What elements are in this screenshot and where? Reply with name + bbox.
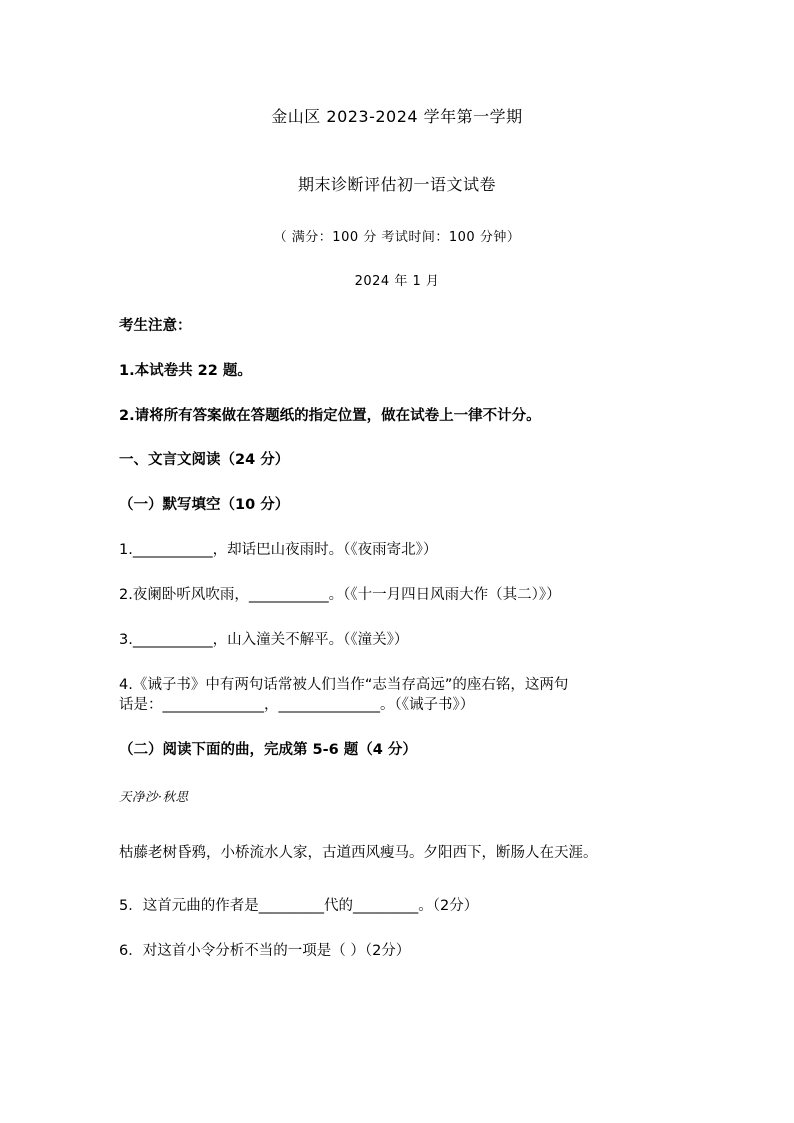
notice-heading: 考生注意： [119,318,192,334]
question-6: 6．对这首小令分析不当的一项是（ ）（2分） [119,943,411,959]
section1-heading: 一、文言文阅读（24 分） [119,452,290,468]
exam-title-line1: 金山区 2023-2024 学年第一学期 [271,107,523,126]
exam-date: 2024 年 1 月 [354,274,440,289]
question-3: 3.___________，山入潼关不解平。（《潼关》） [119,632,409,648]
question-4-line1: 4.《诫子书》中有两句话常被人们当作“志当存高远”的座右铭，这两句 [119,677,569,693]
notice-item-1: 1.本试卷共 22 题。 [119,363,252,379]
poem-title: 天净沙·秋思 [119,789,189,804]
question-4-line2: 话是：______________，______________。（《诫子书》） [119,697,475,713]
question-2: 2.夜阑卧听风吹雨，___________。（《十一月四日风雨大作（其二）》） [119,587,561,603]
notice-item-2: 2.请将所有答案做在答题纸的指定位置，做在试卷上一律不计分。 [119,408,541,424]
question-5: 5．这首元曲的作者是_________代的_________。（2分） [119,898,479,914]
part2-heading: （二）阅读下面的曲，完成第 5-6 题（4 分） [119,742,417,758]
part1-heading: （一）默写填空（10 分） [119,497,290,513]
poem-text: 枯藤老树昏鸦，小桥流水人家，古道西风瘦马。夕阳西下，断肠人在天涯。 [119,845,598,861]
exam-title-line2: 期末诊断评估初一语文试卷 [297,175,496,194]
score-time-info: （ 满分：100 分 考试时间：100 分钟） [273,230,521,245]
question-1: 1.___________，却话巴山夜雨时。（《夜雨寄北》） [119,542,438,558]
